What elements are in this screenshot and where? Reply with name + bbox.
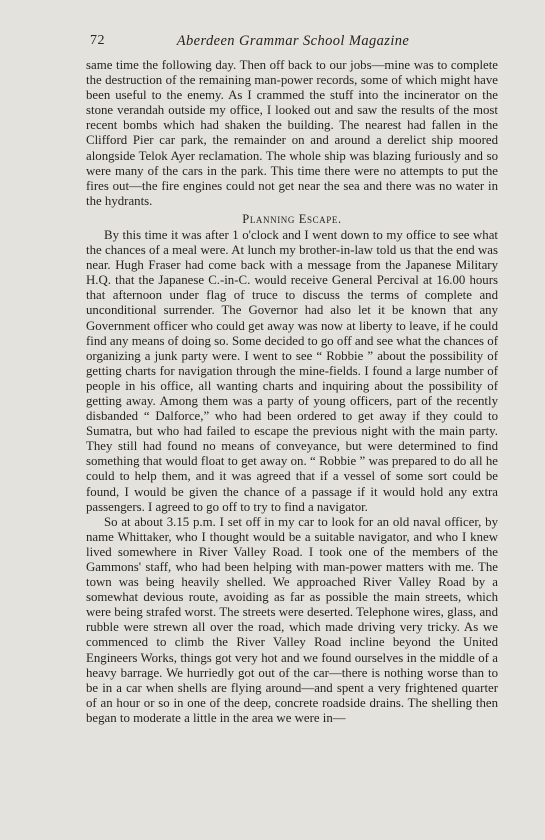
page-header [90,33,496,55]
section-heading: Planning Escape. [242,211,342,226]
page-number: 72 [90,33,105,48]
paragraph: So at about 3.15 p.m. I set off in my car to look for an old naval officer, by name Whittaker, who I thought would be a suitable navigator, and who I knew lived somewhere in River Valley Road. I took one of the members of the Gammons' staff, who had been helping with man-power matters with me. The town was being heavily shelled. We approached River Valley Road by a somewhat devious route, avoiding as far as possible the main streets, which were being strafed worst. The streets were deserted. Telephone wires, glass, and rubble were strewn all over the road, which made driving very tricky. As we commenced to climb the River Valley Road incline beyond the United Engineers Works, things got very hot and we found ourselves in the middle of a heavy barrage. We hurriedly got out of the car—there is nothing worse than to be in a car when shells are flying around—and spent a very frightened quarter of an hour or so in one of the deep, concrete roadside drains. The shelling then began to moderate a little in the area we were in— [86,514,498,725]
paragraph: By this time it was after 1 o'clock and I went down to my office to see what the chances of a meal were. At lunch my brother-in-law told us that the end was near. Hugh Fraser had come back with a message from the Japanese Military H.Q. that the Japanese C.-in-C. would receive General Percival at 16.00 hours that afternoon under flag of truce to discuss the terms of complete and unconditional surrender. The Governor had also let it be known that any Government officer who could get away was now at liberty to leave, if he could find any means of doing so. Some decided to go off and see what the chances of organizing a junk party were. I went to see “ Robbie ” about the possibility of getting charts for navigation through the mine-fields. I found a large number of people in his office, all wanting charts and inquiring about the possibility of getting away. Among them was a party of young officers, part of the recently disbanded “ Dalforce,” who had been ordered to get away if they could to Sumatra, but who had failed to escape the previous night with the main party. They still had found no means of conveyance, but were determined to find something that would float to get away on. “ Robbie ” was prepared to do all he could to help them, and it was agreed that if a vessel of some sort could be found, I would be given the chance of a passage if it would hold any extra passengers. I agreed to go off to try to find a navigator. [86,227,498,514]
paragraph-continuation: same time the following day. Then off back to our jobs—mine was to complete the destruction of the remaining man-power records, some of which might have been useful to the enemy. As I crammed the stuff into the incinerator on the stone verandah outside my office, I looked out and saw the results of the most recent bombs which had shaken the building. The nearest had fallen in the Clifford Pier car park, the remainder on and around a derelict ship moored alongside Telok Ayer reclamation. The whole ship was blazing furiously and so were many of the cars in the park. This time there were no attempts to put the fires out—the fire engines could not get near the sea and there was no water in the hydrants. [86,58,498,208]
running-title: Aberdeen Grammar School Magazine [176,33,410,49]
article-body [86,58,498,726]
